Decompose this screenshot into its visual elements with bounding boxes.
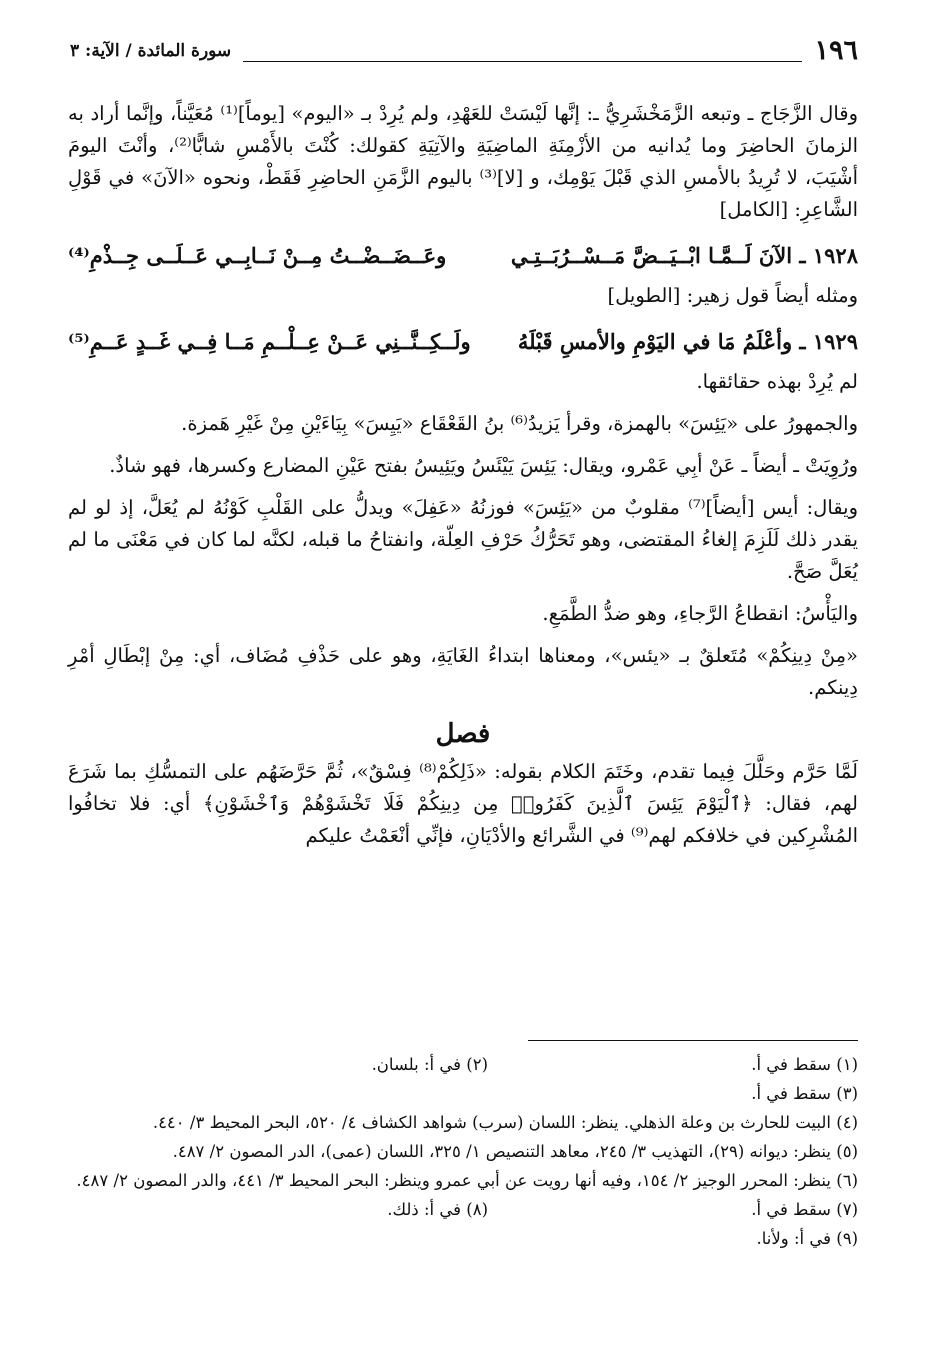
paragraph-ays: ويقال: أيس [أيضاً]⁽⁷⁾ مقلوبٌ من «يَئِسَ» فوزنُهُ «عَفِلَ» ويدلُّ على القَلْبِ كَوْنُهُ لم يُعَلَّ، إذ لو لم يقدر ذلك لَلَزِمَ إلغاءُ المقتضى، وهو تَحَرُّكُ حَرْفِ العِلّة، وانفتاحُ ما قبله، لكنَّه لما كان في مَعْنَى ما لم يُعَلَّ صَحَّ. [68,496,859,583]
surah-title: سورة المائدة / الآية: ٣ [70,41,232,61]
main-text [68,98,858,862]
paragraph-haqaiq: لم يُرِدْ بهذه حقائقها. [696,370,858,393]
footnotes [68,1050,858,1253]
verse-1928-number: ١٩٢٨ ـ [799,243,858,268]
paragraph-ruwiyat: ورُوِيَتْ ـ أيضاً ـ عَنْ أبِي عَمْرو، ويقال: يَئِسَ يَيْئَسُ ويَئِيسُ بفتح عَيْنِ المضارع وكسرها، فهو شاذٌ. [109,454,858,477]
poem-verse-1929 [68,322,858,362]
verse-1929-number: ١٩٢٩ ـ [799,329,858,354]
poem-verse-1928 [68,236,858,276]
paragraph-jumhur: والجمهورُ على «يَئِسَ» بالهمزة، وقرأ يَزيدُ⁽⁶⁾ بنُ القَعْقَاع «يَيِسَ» بِيَاءَيْنِ مِنْ غَيْرِ هَمزة. [181,412,858,435]
footnote-7: (٧) سقط في أ. [751,1200,858,1219]
footnote-3: (٣) سقط في أ. [751,1084,858,1103]
paragraph-yas: واليَأْسُ: انقطاعُ الرَّجاءِ، وهو ضدُّ الطَّمَعِ. [542,602,858,625]
verse-1928-text-a: الآنَ لَــمَّـا ابْــيَــضَّ مَــسْــرُبَــتِـي [510,243,793,268]
verse-1928-second-hemistich: وعَــضَــضْــتُ مِــنْ نَــابِــي عَــلَــى جِــذْمِ⁽⁴⁾ [68,243,447,268]
verse-1929-first-hemistich [518,322,858,362]
paragraph-fasl: لَمَّا حَرَّم وحَلَّلَ فِيما تقدم، وخَتَمَ الكلام بقوله: «ذَلِكُمْ⁽⁸⁾ فِسْقٌ»، ثُمَّ حَرَّضَهُم على التمسُّكِ بما شَرَعَ لهم، فقال: ﴿ٱلْيَوْمَ يَئِسَ ٱلَّذِينَ كَفَرُوا۟ مِن دِينِكُمْ فَلَا تَخْشَوْهُمْ وَٱخْشَوْنِ﴾ أي: فلا تخافُوا المُشْرِكين في خلافكم لهم⁽⁹⁾ في الشَّرائع والأدْيَانِ، فإنِّي أنْعَمْتُ عليكم [68,760,858,847]
verse-1929-text-a: وأعْلَمُ مَا في اليَوْمِ والأمسِ قَبْلَهُ [517,329,793,354]
section-heading: فصل [435,719,491,749]
footnote-6: (٦) ينظر: المحرر الوجيز ٢/ ١٥٤، وفيه أنها رويت عن أبي عمرو وينظر: البحر المحيط ٣/ ٤٤١، والدر المصون ٢/ ٤٨٧. [76,1171,858,1190]
verse-1929-second-hemistich: ولَــكِــنَّــنِي عَــنْ عِــلْــمِ مَــا فِــي غَــدٍ عَــمِ⁽⁵⁾ [68,329,471,354]
footnote-4: (٤) البيت للحارث بن وعلة الذهلي. ينظر: اللسان (سرب) شواهد الكشاف ٤/ ٥٢٠، البحر المحيط ٣/ ٤٤٠. [152,1113,858,1132]
footnote-separator [528,1040,858,1041]
footnote-1: (١) سقط في أ. [751,1055,858,1074]
footnote-8: (٨) في أ: ذلك. [387,1200,488,1219]
page-number: ١٩٦ [814,35,858,66]
footnote-2: (٢) في أ: بلسان. [371,1055,488,1074]
footnote-5: (٥) ينظر: ديوانه (٢٩)، التهذيب ٣/ ٢٤٥، معاهد التنصيص ١/ ٣٢٥، اللسان (عمى)، الدر المصون ٢/ ٤٨٧. [172,1142,858,1161]
paragraph-zuhair: ومثله أيضاً قول زهير: [الطويل] [607,284,858,307]
page-header [70,34,858,68]
footnote-row-7-8 [68,1195,858,1224]
header-rule [243,61,802,62]
footnote-row-1-2 [68,1050,858,1079]
verse-1928-first-hemistich [511,236,858,276]
paragraph-zajjaj: وقال الزَّجَاج ـ وتبعه الزَّمَخْشَرِيُّ ـ: إنَّها لَيْسَتْ للعَهْدِ، ولم يُرِدْ بـ «اليوم» [يوماً]⁽¹⁾ مُعَيَّناً، وإنَّما أراد به الزمانَ الحاضِرَ وما يُدانيه من الأزْمِنَةِ الماضِيَةِ والآتِيَةِ كقولك: كُنْتَ بالأَمْسِ شابًّا⁽²⁾، وأنْتَ اليومَ أشْيَبَ، لا تُرِيدُ بالأمسِ الذي قَبْلَ يَوْمِك، و [لا]⁽³⁾ باليوم الزَّمَنِ الحاضِرِ فَقَطْ، ونحوه «الآنَ» في قَوْلِ الشَّاعِرِ: [الكامل] [68,102,859,221]
footnote-9: (٩) في أ: ولأنا. [756,1229,858,1248]
paragraph-min-dinikum: «مِنْ دِينِكُمْ» مُتَعلقٌ بـ «يئس»، ومعناها ابتداءُ الغَايَةِ، وهو على حَذْفِ مُضَاف، أي: مِنْ إبْطَالِ أمْرِ دِينكم. [68,644,858,699]
